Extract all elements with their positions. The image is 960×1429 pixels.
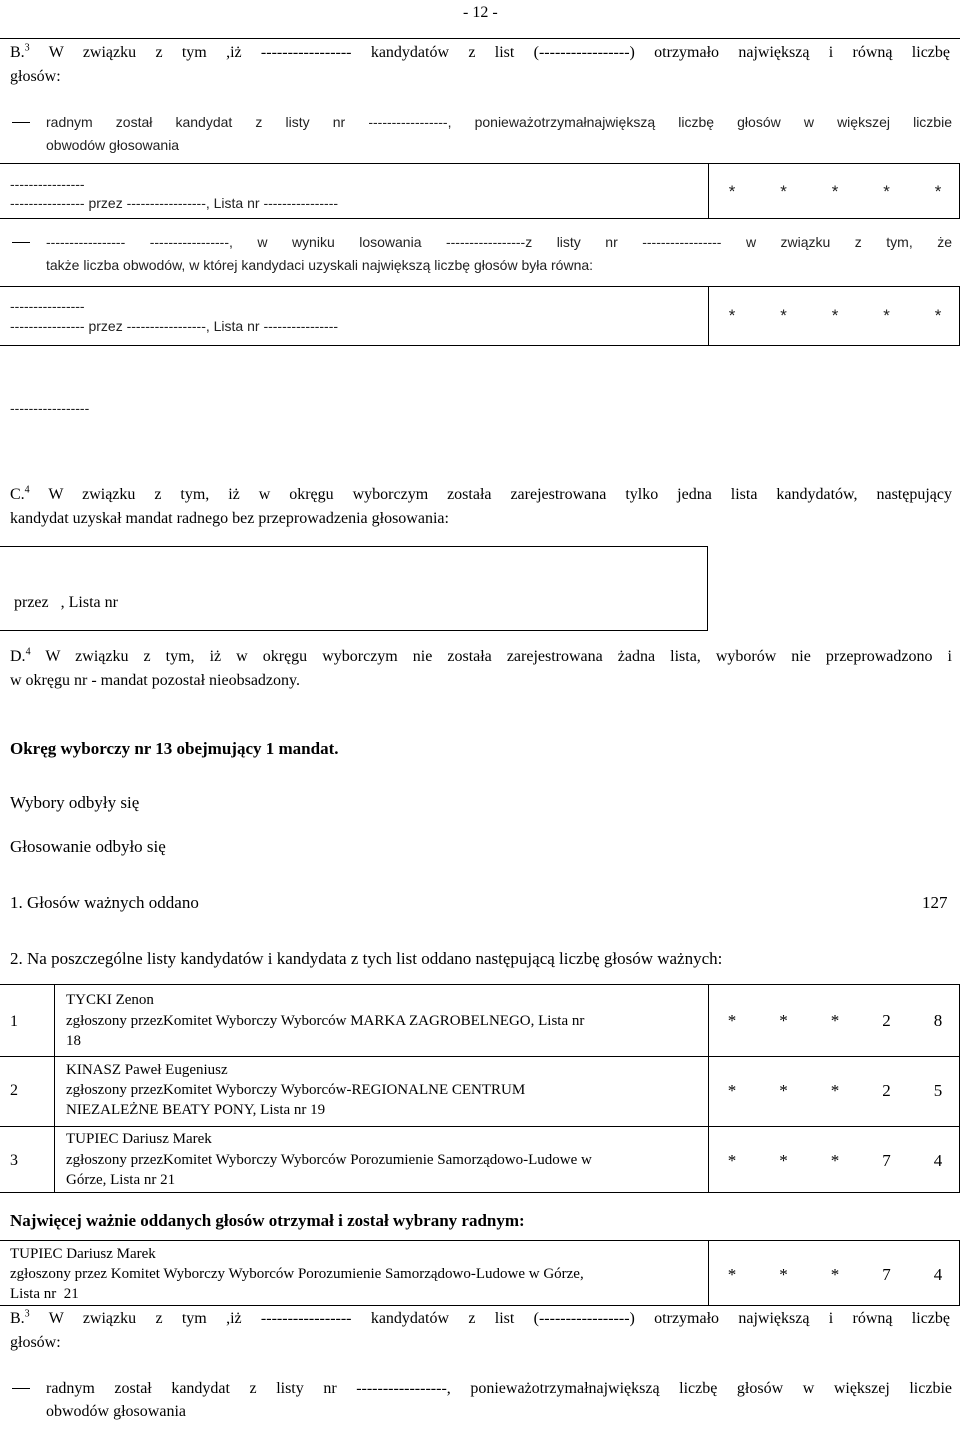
winner-list: Lista nr 21 bbox=[10, 1286, 79, 1302]
section-b-top-line1: B.$^3$ W związku z tym ,iż ----------------- kandydatów z list (-----------------) otrzymało największą i równą liczbę bbox=[10, 42, 950, 61]
candidate-votes: * * * 2 8 bbox=[727, 1011, 943, 1030]
section-b-top-bullet2-line2: także liczba obwodów, w której kandydaci uzyskali największą liczbę głosów była równa: bbox=[46, 257, 594, 273]
winner-heading: Najwięcej ważnie oddanych głosów otrzymał i został wybrany radnym: bbox=[10, 1211, 525, 1230]
cand1-line2: ---------------- przez -----------------, Lista nr ---------------- bbox=[10, 195, 339, 211]
bullet-dash bbox=[12, 122, 30, 123]
row-number: 2 bbox=[10, 1082, 18, 1099]
candidate-list: Górze, Lista nr 21 bbox=[66, 1172, 176, 1188]
section-b-bottom-dashes: ----------------- bbox=[10, 400, 90, 416]
section-c-line2: kandydat uzyskał mandat radnego bez przeprowadzenia głosowania: bbox=[10, 510, 449, 527]
winner-name: TUPIEC Dariusz Marek bbox=[10, 1246, 156, 1262]
valid-votes-value: 127 bbox=[922, 893, 948, 912]
winner-votes: * * * 7 4 bbox=[727, 1265, 943, 1284]
cand1-line1: ---------------- bbox=[10, 176, 85, 192]
winner-bottom-rule bbox=[0, 1305, 960, 1306]
section-b-bottom-line2: głosów: bbox=[10, 1334, 61, 1351]
section-b-top-bullet1-line1: radnym został kandydat z listy nr -----------------, ponieważotrzymałnajwiększą liczbę głosów w większej liczbie bbox=[46, 114, 952, 130]
candidate-votes: * * * 7 4 bbox=[727, 1151, 943, 1170]
cand1-stars: * * * * * bbox=[728, 182, 942, 201]
section-b-top-line2: głosów: bbox=[10, 68, 61, 85]
section-d-line2: w okręgu nr - mandat pozostał nieobsadzony. bbox=[10, 672, 300, 689]
candidate-list: 18 bbox=[66, 1033, 81, 1049]
lists-intro: 2. Na poszczególne listy kandydatów i kandydata z tych list oddano następującą liczbę głosów ważnych: bbox=[10, 949, 723, 968]
candidate-name: KINASZ Paweł Eugeniusz bbox=[66, 1062, 228, 1078]
section-b-bottom-line1: B.$^3$ W związku z tym ,iż ----------------- kandydatów z list (-----------------) otrzymało największą i równą liczbę bbox=[10, 1308, 950, 1327]
section-c-box-text: przez , Lista nr bbox=[14, 594, 118, 611]
candidate-committee: zgłoszony przezKomitet Wyborczy Wyborców-REGIONALNE CENTRUM bbox=[66, 1082, 526, 1098]
candidate-name: TUPIEC Dariusz Marek bbox=[66, 1131, 212, 1147]
section-d-line1: D.$^4$ W związku z tym, iż w okręgu wyborczym nie została zarejestrowana żadna lista, wyborów nie przeprowadzono i bbox=[10, 646, 952, 665]
candidate-votes: * * * 2 5 bbox=[727, 1081, 943, 1100]
elections-held: Wybory odbyły się bbox=[10, 793, 140, 812]
valid-votes-label: 1. Głosów ważnych oddano bbox=[10, 893, 199, 912]
section-b-top-bullet1-line2: obwodów głosowania bbox=[46, 137, 180, 153]
bullet-dash bbox=[12, 242, 30, 243]
section-c-box bbox=[0, 546, 708, 631]
voting-held: Głosowanie odbyło się bbox=[10, 837, 166, 856]
section-b-bottom-bullet1-line1: radnym został kandydat z listy nr -----------------, ponieważotrzymałnajwiększą liczbę głosów w większej liczbie bbox=[46, 1380, 952, 1397]
section-c-line1: C.$^4$ W związku z tym, iż w okręgu wyborczym została zarejestrowana tylko jedna lista kandydatów, następujący bbox=[10, 484, 953, 503]
top-rule bbox=[0, 38, 960, 39]
page-number: - 12 - bbox=[463, 4, 498, 21]
row-number: 1 bbox=[10, 1013, 18, 1030]
candidate-name: TYCKI Zenon bbox=[66, 992, 154, 1008]
section-b-bottom-bullet1-line2: obwodów głosowania bbox=[46, 1403, 186, 1420]
cand2-stars: * * * * * bbox=[728, 306, 942, 325]
cand2-line2: ---------------- przez -----------------, Lista nr ---------------- bbox=[10, 318, 339, 334]
winner-committee: zgłoszony przez Komitet Wyborczy Wyborców Porozumienie Samorządowo-Ludowe w Górze, bbox=[10, 1266, 584, 1282]
section-b-top-bullet2-line1: ----------------- -----------------, w wyniku losowania -----------------z listy nr ----------------- w związku z tym, że bbox=[46, 234, 952, 250]
cand2-line1: ---------------- bbox=[10, 298, 85, 314]
bullet-dash bbox=[12, 1388, 30, 1389]
row-number: 3 bbox=[10, 1152, 18, 1169]
candidate-committee: zgłoszony przezKomitet Wyborczy Wyborców MARKA ZAGROBELNEGO, Lista nr bbox=[66, 1013, 585, 1029]
district-title: Okręg wyborczy nr 13 obejmujący 1 mandat. bbox=[10, 739, 339, 758]
candidate-committee: zgłoszony przezKomitet Wyborczy Wyborców Porozumienie Samorządowo-Ludowe w bbox=[66, 1152, 592, 1168]
candidate-list: NIEZALEŻNE BEATY PONY, Lista nr 19 bbox=[66, 1102, 326, 1118]
winner-top-rule bbox=[0, 1240, 960, 1241]
